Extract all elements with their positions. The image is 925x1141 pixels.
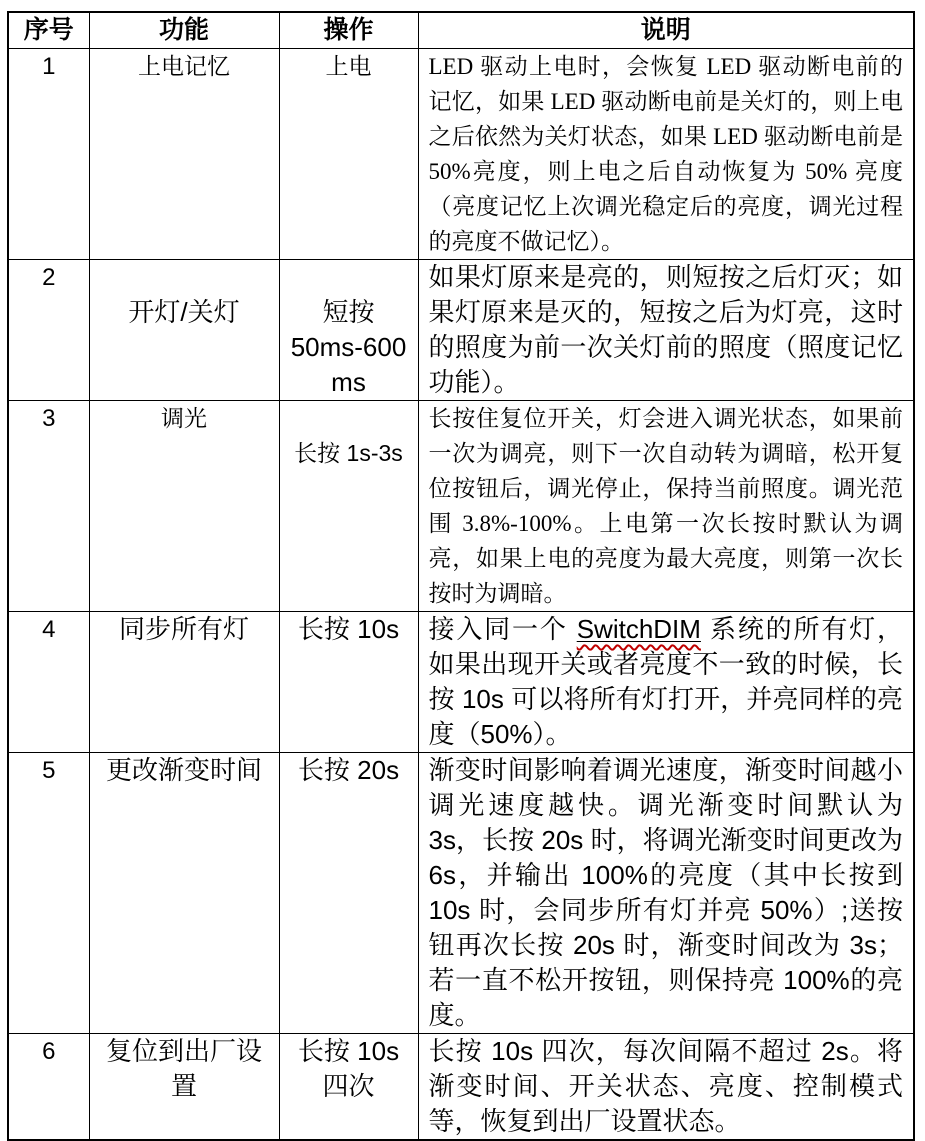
description-text [429,260,904,400]
cell-line [280,260,418,295]
row-function [89,753,279,1034]
cell-line: 四次 [322,1071,375,1101]
row-operation [279,753,418,1034]
row-description [418,753,914,1034]
row-description [418,401,914,612]
table-row [8,401,914,612]
row-index: 6 [8,1034,89,1141]
cell-line: 短按 [322,297,375,327]
table-row [8,260,914,401]
row-index: 2 [8,260,89,401]
header-cell-operation: 操作 [279,12,418,49]
cell-line: 开灯/关灯 [128,297,240,327]
misspelled-word [577,614,701,644]
function-table [7,11,915,1141]
cell-line: 同步所有灯 [118,614,249,644]
row-operation [279,612,418,753]
cell-line: 调光 [161,406,207,431]
description-text [429,612,904,752]
row-index: 5 [8,753,89,1034]
description-segment: 接入同一个 [428,614,577,644]
table-row [8,612,914,753]
row-index: 3 [8,401,89,612]
cell-line: ms [331,367,366,397]
row-function [89,49,279,260]
cell-line [280,401,418,436]
row-function [89,1034,279,1141]
row-index: 1 [8,49,89,260]
table-body [8,49,914,1141]
row-function [89,260,279,401]
description-segment: 长按住复位开关，灯会进入调光状态，如果前一次为调亮，则下一次自动转为调暗，松开复位按钮后，调光停止，保持当前照度。调光范围 3.8%-100%。上电第一次长按时默认为调亮，如果上电的亮度为最大亮度，则第一次长按时为调暗。 [428,406,903,606]
description-segment: LED 驱动上电时，会恢复 LED 驱动断电前的记忆，如果 LED 驱动断电前是关灯的，则上电之后依然为关灯状态，如果 LED 驱动断电前是 50%亮度，则上电之后自动恢复为 50% 亮度（亮度记忆上次调光稳定后的亮度，调光过程的亮度不做记忆）。 [428,54,903,254]
cell-line: 置 [170,1071,197,1101]
table-row [8,753,914,1034]
header-cell-description: 说明 [418,12,914,49]
cell-line: 上电记忆 [138,54,230,79]
cell-line [90,260,279,295]
description-segment: 渐变时间影响着调光速度，渐变时间越小调光速度越快。调光渐变时间默认为 3s，长按 20s 时，将调光渐变时间更改为 6s，并输出 100%的亮度（其中长按到 10s 时，会同步所有灯并亮 50%）;送按钮再次长按 20s 时，渐变时间改为 3s；若一直不松开按钮，则保持亮 100%的亮度。 [428,755,903,1030]
row-operation [279,401,418,612]
misspelled-word-text: SwitchDIM [576,614,701,644]
cell-line: 50ms-600 [290,332,407,362]
row-function [89,401,279,612]
header-cell-index: 序号 [8,12,89,49]
row-operation [279,1034,418,1141]
description-text [429,401,904,611]
description-text [429,49,904,259]
row-description [418,612,914,753]
row-function [89,612,279,753]
row-description [418,1034,914,1141]
description-text [429,1034,904,1139]
table-row [8,1034,914,1141]
header-cell-function: 功能 [89,12,279,49]
row-operation [279,260,418,401]
header-row [8,12,914,49]
row-description [418,49,914,260]
cell-line: 长按 1s-3s [294,440,403,466]
cell-line: 复位到出厂设 [105,1036,262,1066]
row-description [418,260,914,401]
cell-line: 更改渐变时间 [105,755,262,785]
row-operation [279,49,418,260]
cell-line: 长按 10s [297,1036,400,1066]
row-index: 4 [8,612,89,753]
description-text [429,753,904,1033]
document-page [0,11,925,1136]
table-row [8,49,914,260]
cell-line: 长按 10s [297,614,400,644]
cell-line: 长按 20s [297,755,400,785]
description-segment: 如果灯原来是亮的，则短按之后灯灭；如果灯原来是灭的，短按之后为灯亮，这时的照度为前一次关灯前的照度（照度记忆功能）。 [428,262,903,397]
description-segment: 系统的所有灯，如果出现开关或者亮度不一致的时候，长按 10s 可以将所有灯打开，并亮同样的亮度（50%）。 [428,614,903,749]
description-segment: 长按 10s 四次，每次间隔不超过 2s。将渐变时间、开关状态、亮度、控制模式等，恢复到出厂设置状态。 [428,1036,903,1136]
cell-line: 上电 [325,53,372,79]
